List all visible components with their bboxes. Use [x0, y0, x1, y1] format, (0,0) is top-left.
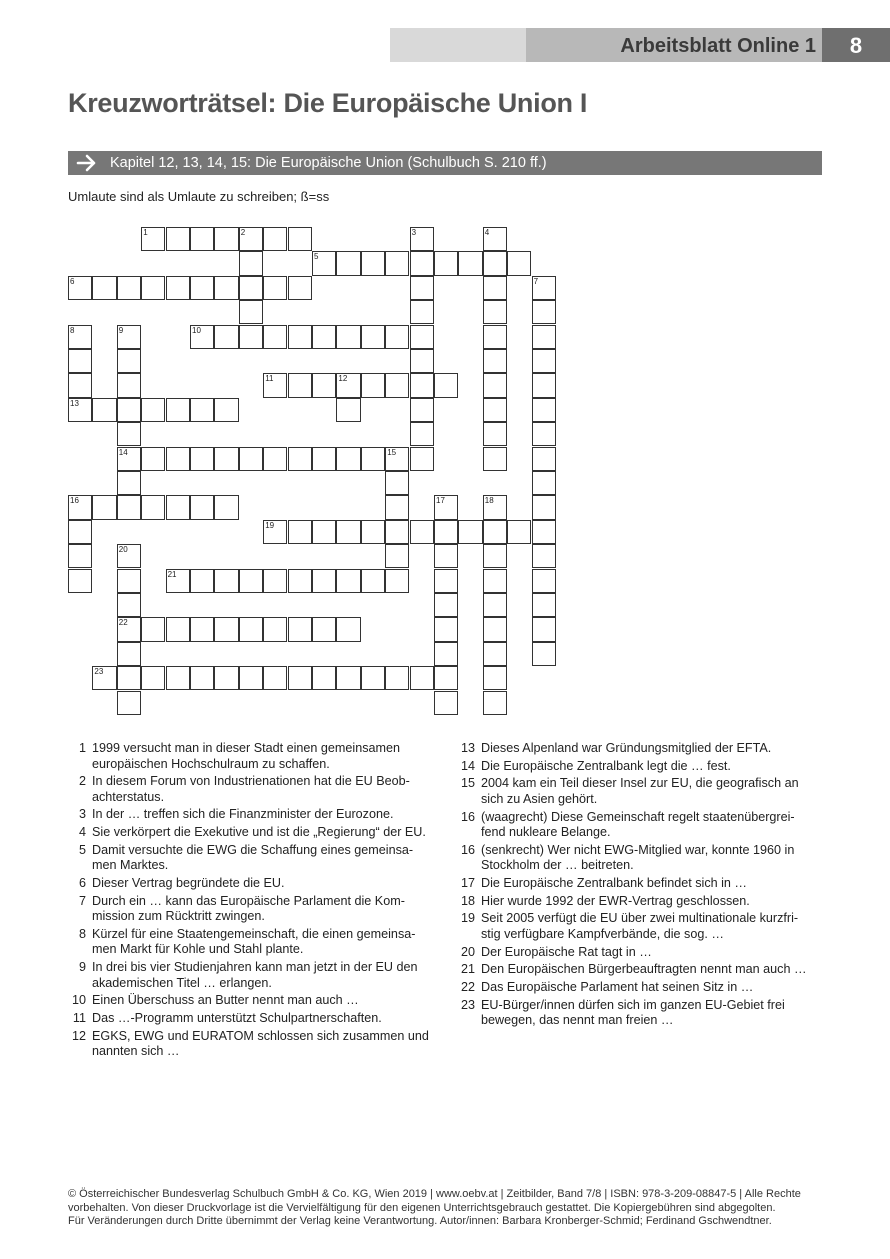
crossword-cell[interactable]: [166, 617, 190, 641]
crossword-cell[interactable]: [239, 276, 263, 300]
crossword-cell[interactable]: [288, 520, 312, 544]
crossword-cell[interactable]: [190, 325, 214, 349]
cell-number: 9: [118, 325, 124, 335]
page-title: Kreuzworträtsel: Die Europäische Union I: [68, 88, 588, 118]
crossword-cell[interactable]: [141, 495, 165, 519]
crossword-cell[interactable]: [239, 227, 263, 251]
crossword-cell[interactable]: [434, 520, 458, 544]
clue-text: Sie verkörpert die Exekutive und ist die „Regierung“ der EU.: [92, 825, 426, 840]
page-number: 8: [822, 28, 890, 62]
clue-text: Das …-Programm unterstützt Schulpartnerschaften.: [92, 1011, 382, 1025]
crossword-cell[interactable]: [410, 422, 434, 446]
crossword-cell[interactable]: [166, 227, 190, 251]
cell-number: 17: [436, 496, 445, 506]
crossword-cell[interactable]: [532, 569, 556, 593]
crossword-cell[interactable]: [385, 569, 409, 593]
crossword-cell[interactable]: [68, 398, 92, 422]
clue-text: Die Europäische Zentralbank befindet sich in …: [481, 876, 748, 890]
clue-text: Der Europäische Rat tagt in …: [481, 944, 652, 959]
crossword-cell[interactable]: [92, 666, 116, 690]
crossword-cell[interactable]: [263, 666, 287, 690]
clue-number: 10: [71, 993, 86, 1008]
clue-number: 20: [460, 944, 475, 959]
crossword-cell[interactable]: [336, 398, 360, 422]
crossword-cell[interactable]: [214, 495, 238, 519]
clue-number: 22: [460, 980, 475, 994]
crossword-cell[interactable]: [214, 276, 238, 300]
cell-number: 4: [484, 228, 490, 237]
crossword-cell[interactable]: [312, 520, 336, 544]
crossword-cell[interactable]: [385, 325, 409, 349]
crossword-cell[interactable]: [312, 373, 336, 397]
crossword-cell[interactable]: [410, 520, 434, 544]
crossword-cell[interactable]: [117, 373, 141, 397]
clue-number: 2: [78, 774, 86, 789]
crossword-cell[interactable]: [117, 593, 141, 617]
clue-text: Kürzel für eine Staatengemeinschaft, die einen gemeinsa- men Markt für Kohle und Stahl plante.: [92, 926, 416, 957]
crossword-cell[interactable]: [190, 495, 214, 519]
crossword-cell[interactable]: [190, 276, 214, 300]
crossword-cell[interactable]: [532, 422, 556, 446]
crossword-cell[interactable]: [532, 471, 556, 495]
crossword-cell[interactable]: [410, 398, 434, 422]
crossword-cell[interactable]: [288, 666, 312, 690]
clue-number: 14: [460, 758, 475, 773]
crossword-cell[interactable]: [117, 398, 141, 422]
crossword-cell[interactable]: [434, 569, 458, 593]
clue-number: 17: [460, 876, 475, 890]
clue-text: In der … treffen sich die Finanzminister der Eurozone.: [92, 807, 394, 822]
cell-number: 10: [192, 325, 201, 335]
crossword-cell[interactable]: [190, 666, 214, 690]
clue-number: 21: [460, 962, 475, 977]
crossword-cell[interactable]: [312, 325, 336, 349]
crossword-cell[interactable]: [483, 520, 507, 544]
crossword-cell[interactable]: [141, 666, 165, 690]
crossword-cell[interactable]: [68, 495, 92, 519]
clue-number: 4: [78, 825, 86, 840]
crossword-cell[interactable]: [507, 251, 531, 275]
crossword-cell[interactable]: [410, 300, 434, 324]
crossword-cell[interactable]: [288, 276, 312, 300]
crossword-cell[interactable]: [385, 251, 409, 275]
crossword-cell[interactable]: [483, 642, 507, 666]
crossword-cell[interactable]: [117, 471, 141, 495]
crossword-cell[interactable]: [532, 642, 556, 666]
crossword-cell[interactable]: [214, 569, 238, 593]
crossword-cell[interactable]: [312, 251, 336, 275]
crossword-cell[interactable]: [190, 617, 214, 641]
cell-number: 6: [70, 276, 75, 286]
footer-line: Für Veränderungen durch Dritte übernimmt der Verlag keine Verantwortung. Autor/innen: Barbara Kronberger-Schmid; Ferdinand Gschwendtner.: [68, 1215, 772, 1227]
crossword-cell[interactable]: [361, 520, 385, 544]
crossword-cell[interactable]: [385, 520, 409, 544]
cell-number: 21: [167, 569, 177, 579]
crossword-cell[interactable]: [385, 544, 409, 568]
crossword-cell[interactable]: [166, 569, 190, 593]
crossword-cell[interactable]: [507, 520, 531, 544]
clue-text: Seit 2005 verfügt die EU über zwei multinationale kurzfri- stig verfügbare Kampfverbände, die sog. …: [481, 911, 799, 941]
clue-number: 6: [78, 876, 86, 890]
crossword-cell[interactable]: [117, 617, 141, 641]
clue-text: Das Europäische Parlament hat seinen Sitz in …: [481, 980, 754, 994]
crossword-cell[interactable]: [68, 544, 92, 568]
footer-line: © Österreichischer Bundesverlag Schulbuch GmbH & Co. KG, Wien 2019 | www.oebv.at | Zeitbilder, Band 7/8 | ISBN: 978-3-209-08847-5 | Alle Rechte: [68, 1188, 801, 1200]
crossword-cell[interactable]: [214, 398, 238, 422]
clue-text: Die Europäische Zentralbank legt die … fest.: [481, 758, 731, 773]
crossword-cell[interactable]: [214, 617, 238, 641]
crossword-cell[interactable]: [410, 349, 434, 373]
crossword-cell[interactable]: [361, 447, 385, 471]
cell-number: 5: [314, 252, 319, 262]
crossword-cell[interactable]: [532, 325, 556, 349]
crossword-cell[interactable]: [141, 276, 165, 300]
clue-text: Hier wurde 1992 der EWR-Vertrag geschlossen.: [481, 893, 750, 908]
crossword-cell[interactable]: [483, 251, 507, 275]
crossword-cell[interactable]: [239, 569, 263, 593]
crossword-cell[interactable]: [288, 569, 312, 593]
clue-text: EU-Bürger/innen dürfen sich im ganzen EU-Gebiet frei bewegen, das nennt man freien …: [481, 997, 785, 1028]
crossword-cell[interactable]: [68, 520, 92, 544]
cell-number: 1: [143, 228, 148, 237]
crossword-cell[interactable]: [483, 617, 507, 641]
crossword-cell[interactable]: [68, 276, 92, 300]
crossword-cell[interactable]: [336, 617, 360, 641]
crossword-cell[interactable]: [483, 569, 507, 593]
crossword-cell[interactable]: [434, 617, 458, 641]
crossword-cell[interactable]: [117, 276, 141, 300]
cell-number: 22: [118, 618, 128, 628]
crossword-cell[interactable]: [263, 447, 287, 471]
crossword-cell[interactable]: [117, 325, 141, 349]
crossword-cell[interactable]: [434, 691, 458, 715]
copyright-footer: [68, 1188, 828, 1229]
crossword-cell[interactable]: [483, 495, 507, 519]
crossword-cell[interactable]: [336, 251, 360, 275]
clue-number: 1: [78, 741, 86, 755]
crossword-cell[interactable]: [434, 666, 458, 690]
cell-number: 16: [70, 496, 79, 506]
crossword-cell[interactable]: [117, 422, 141, 446]
crossword-cell[interactable]: [288, 227, 312, 251]
clue-number: 3: [78, 807, 86, 822]
crossword-cell[interactable]: [214, 666, 238, 690]
header-bar-light: [390, 28, 526, 62]
crossword-cell[interactable]: [117, 495, 141, 519]
clue-number: 11: [72, 1011, 86, 1025]
crossword-cell[interactable]: [288, 373, 312, 397]
clue-text: Den Europäischen Bürgerbeauftragten nennt man auch …: [481, 962, 807, 977]
crossword-cell[interactable]: [385, 373, 409, 397]
clue-text: Einen Überschuss an Butter nennt man auch …: [92, 993, 359, 1008]
crossword-cell[interactable]: [190, 569, 214, 593]
crossword-cell[interactable]: [312, 617, 336, 641]
crossword-cell[interactable]: [239, 447, 263, 471]
crossword-cell[interactable]: [336, 569, 360, 593]
crossword-cell[interactable]: [117, 691, 141, 715]
clue-number: 16: [460, 842, 475, 857]
crossword-cell[interactable]: [68, 373, 92, 397]
clue-number: 8: [78, 926, 86, 941]
cell-number: 8: [70, 325, 75, 335]
crossword-cell[interactable]: [483, 398, 507, 422]
crossword-cell[interactable]: [434, 495, 458, 519]
crossword-cell[interactable]: [483, 544, 507, 568]
crossword-cell[interactable]: [483, 325, 507, 349]
crossword-cell[interactable]: [483, 276, 507, 300]
crossword-cell[interactable]: [483, 227, 507, 251]
clue-number: 12: [71, 1028, 86, 1043]
crossword-cell[interactable]: [336, 520, 360, 544]
crossword-cell[interactable]: [361, 569, 385, 593]
crossword-cell[interactable]: [214, 447, 238, 471]
crossword-cell[interactable]: [410, 227, 434, 251]
crossword-cell[interactable]: [434, 373, 458, 397]
crossword-cell[interactable]: [532, 373, 556, 397]
crossword-cell[interactable]: [239, 300, 263, 324]
instruction-text: Umlaute sind als Umlaute zu schreiben; ß=ss: [68, 189, 330, 204]
cell-number: 13: [70, 398, 79, 408]
cell-number: 19: [265, 520, 275, 530]
crossword-cell[interactable]: [532, 593, 556, 617]
crossword-cell[interactable]: [312, 447, 336, 471]
crossword-cell[interactable]: [483, 422, 507, 446]
clue-number: 18: [460, 893, 475, 908]
clue-number: 9: [78, 960, 86, 975]
crossword-cell[interactable]: [239, 666, 263, 690]
clue-text: 1999 versucht man in dieser Stadt einen gemeinsamen europäischen Hochschulraum zu schaffen.: [92, 741, 401, 771]
crossword-cell[interactable]: [166, 447, 190, 471]
crossword-cell[interactable]: [410, 666, 434, 690]
crossword-cell[interactable]: [190, 227, 214, 251]
chapter-bar: [68, 151, 822, 175]
crossword-cell[interactable]: [263, 373, 287, 397]
crossword-cell[interactable]: [483, 300, 507, 324]
crossword-cell[interactable]: [239, 617, 263, 641]
crossword-cell[interactable]: [117, 447, 141, 471]
crossword-cell[interactable]: [68, 325, 92, 349]
crossword-cell[interactable]: [141, 617, 165, 641]
crossword-cell[interactable]: [532, 276, 556, 300]
crossword-cell[interactable]: [166, 398, 190, 422]
crossword-cell[interactable]: [190, 447, 214, 471]
clue-text: Durch ein … kann das Europäische Parlament die Kom- mission zum Rücktritt zwingen.: [92, 893, 405, 924]
crossword-cell[interactable]: [483, 373, 507, 397]
clue-number: 7: [78, 893, 86, 908]
crossword-cell[interactable]: [434, 593, 458, 617]
crossword-cell[interactable]: [434, 544, 458, 568]
crossword-cell[interactable]: [312, 569, 336, 593]
crossword-cell[interactable]: [483, 349, 507, 373]
crossword-cell[interactable]: [117, 544, 141, 568]
crossword-cell[interactable]: [458, 251, 482, 275]
arrow-right-icon: [74, 151, 100, 175]
clue-text: (waagrecht) Diese Gemeinschaft regelt staatenübergrei- fend nukleare Belange.: [481, 809, 795, 840]
crossword-cell[interactable]: [68, 569, 92, 593]
crossword-cell[interactable]: [214, 227, 238, 251]
crossword-cell[interactable]: [361, 666, 385, 690]
cell-number: 7: [533, 276, 539, 286]
crossword-cell[interactable]: [288, 447, 312, 471]
crossword-cell[interactable]: [532, 495, 556, 519]
crossword-cell[interactable]: [263, 569, 287, 593]
crossword-cell[interactable]: [336, 325, 360, 349]
footer-line: vorbehalten. Von dieser Druckvorlage ist die Vervielfältigung für den eigenen Unterrichtsgebrauch gestattet. Die Kopiergebühren sind abgegolten.: [68, 1201, 776, 1214]
clue-text: (senkrecht) Wer nicht EWG-Mitglied war, konnte 1960 in Stockholm der … beitreten.: [481, 842, 795, 873]
crossword-cell[interactable]: [336, 666, 360, 690]
clue-number: 16: [460, 809, 475, 824]
crossword-cell[interactable]: [434, 251, 458, 275]
crossword-cell[interactable]: [166, 276, 190, 300]
clue-number: 15: [460, 776, 475, 791]
clue-text: In drei bis vier Studienjahren kann man jetzt in der EU den akademischen Titel … erlangen.: [92, 960, 418, 990]
cell-number: 2: [240, 228, 246, 237]
crossword-cell[interactable]: [458, 520, 482, 544]
crossword-cell[interactable]: [361, 373, 385, 397]
sheet-label: Arbeitsblatt Online 1: [620, 35, 816, 57]
clue-number: 5: [78, 842, 86, 857]
cell-number: 14: [118, 447, 128, 457]
crossword-cell[interactable]: [410, 373, 434, 397]
clue-number: 13: [460, 741, 475, 755]
crossword-cell[interactable]: [483, 666, 507, 690]
crossword-cell[interactable]: [92, 398, 116, 422]
crossword-cell[interactable]: [288, 325, 312, 349]
cell-number: 3: [411, 228, 417, 237]
crossword-cell[interactable]: [532, 544, 556, 568]
clue-number: 19: [460, 911, 475, 926]
crossword-cell[interactable]: [141, 227, 165, 251]
crossword-cell[interactable]: [141, 398, 165, 422]
crossword-cell[interactable]: [532, 300, 556, 324]
chapter-text: Kapitel 12, 13, 14, 15: Die Europäische Union (Schulbuch S. 210 ff.): [110, 155, 547, 171]
crossword-cell[interactable]: [410, 447, 434, 471]
clue-text: Dieser Vertrag begründete die EU.: [92, 876, 285, 890]
clue-text: In diesem Forum von Industrienationen hat die EU Beob- achterstatus.: [92, 774, 410, 804]
crossword-cell[interactable]: [483, 593, 507, 617]
crossword-cell[interactable]: [361, 325, 385, 349]
crossword-cell[interactable]: [239, 325, 263, 349]
clue-number: 23: [460, 997, 475, 1012]
crossword-cell[interactable]: [532, 349, 556, 373]
crossword-cell[interactable]: [263, 325, 287, 349]
crossword-cell[interactable]: [410, 251, 434, 275]
crossword-cell[interactable]: [385, 666, 409, 690]
crossword-cell[interactable]: [92, 495, 116, 519]
crossword-cell[interactable]: [385, 447, 409, 471]
crossword-cell[interactable]: [263, 617, 287, 641]
crossword-cell[interactable]: [410, 325, 434, 349]
clue-text: 2004 kam ein Teil dieser Insel zur EU, die geografisch an sich zu Asien gehört.: [481, 776, 799, 806]
crossword-cell[interactable]: [336, 447, 360, 471]
cell-number: 12: [338, 374, 348, 384]
crossword-cell[interactable]: [166, 495, 190, 519]
crossword-cell[interactable]: [92, 276, 116, 300]
crossword-cell[interactable]: [263, 227, 287, 251]
clue-text: EGKS, EWG und EURATOM schlossen sich zusammen und nannten sich …: [92, 1028, 429, 1059]
crossword-cell[interactable]: [336, 373, 360, 397]
crossword-cell[interactable]: [483, 691, 507, 715]
cell-number: 23: [94, 667, 104, 677]
crossword-cell[interactable]: [410, 276, 434, 300]
crossword-cell[interactable]: [288, 617, 312, 641]
crossword-cell[interactable]: [532, 398, 556, 422]
crossword-cell[interactable]: [385, 471, 409, 495]
crossword-cell[interactable]: [117, 642, 141, 666]
cell-number: 11: [265, 374, 274, 384]
crossword-cell[interactable]: [532, 617, 556, 641]
cell-number: 20: [118, 545, 128, 555]
clue-text: Dieses Alpenland war Gründungsmitglied der EFTA.: [481, 741, 772, 755]
crossword-cell[interactable]: [117, 666, 141, 690]
clue-text: Damit versuchte die EWG die Schaffung eines gemeinsa- men Marktes.: [92, 842, 414, 873]
cell-number: 18: [484, 496, 494, 506]
crossword-cell[interactable]: [312, 666, 336, 690]
cell-number: 15: [387, 447, 397, 457]
crossword-cell[interactable]: [166, 666, 190, 690]
crossword-cell[interactable]: [263, 276, 287, 300]
crossword-cell[interactable]: [214, 325, 238, 349]
crossword-cell[interactable]: [263, 520, 287, 544]
crossword-cell[interactable]: [532, 447, 556, 471]
crossword-cell[interactable]: [434, 642, 458, 666]
crossword-cell[interactable]: [117, 349, 141, 373]
crossword-cell[interactable]: [190, 398, 214, 422]
crossword-cell[interactable]: [385, 495, 409, 519]
crossword-cell[interactable]: [68, 349, 92, 373]
crossword-cell[interactable]: [532, 520, 556, 544]
crossword-cell[interactable]: [239, 251, 263, 275]
crossword-cell[interactable]: [141, 447, 165, 471]
crossword-cell[interactable]: [483, 447, 507, 471]
crossword-cell[interactable]: [361, 251, 385, 275]
crossword-cell[interactable]: [117, 569, 141, 593]
